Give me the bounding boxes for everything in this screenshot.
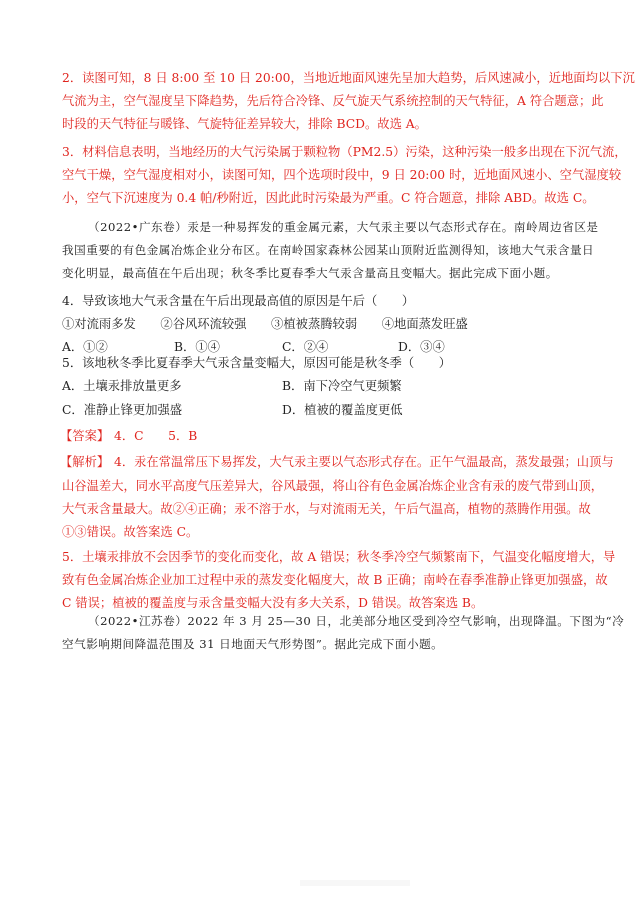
- q2-line-2: 气流为主，空气湿度呈下降趋势，先后符合冷锋、反气旋天气系统控制的天气特征，A 符合题意；此: [62, 94, 604, 108]
- analysis-q5-line-3: C 错误；植被的覆盖度与汞含量变幅大没有多大关系，D 错误。故答案选 B。: [62, 596, 484, 610]
- q2-explanation: [62, 67, 635, 136]
- q4-option-b[interactable]: B．①④: [174, 340, 220, 354]
- q5-option-a[interactable]: A．土壤汞排放量更多: [62, 379, 182, 393]
- analysis-line-2: 山谷温差大，同水平高度气压差异大，谷风最强，将山谷有色金属冶炼企业含有汞的废气带到山顶，: [62, 479, 604, 493]
- intro2-line-1: （2022•江苏卷）2022 年 3 月 25—30 日，北美部分地区受到冷空气影响，出现降温。下图为“冷: [88, 614, 625, 628]
- question-4: [62, 290, 580, 359]
- q4-option-c[interactable]: C．②④: [282, 340, 329, 354]
- analysis-q5-line-2: 致有色金属冶炼企业加工过程中汞的蒸发变化幅度大，故 B 正确；南岭在春季准静止锋更加强盛，故: [62, 573, 608, 587]
- answer-line: [62, 425, 580, 448]
- analysis-line-1: 4．汞在常温常压下易挥发，大气汞主要以气态形式存在。正午气温最高，蒸发最强；山顶与: [114, 455, 614, 469]
- q5-stem: 5．该地秋冬季比夏春季大气汞含量变幅大，原因可能是秋冬季（ ）: [62, 356, 452, 370]
- q3-line-1: 3．材料信息表明，当地经历的大气污染属于颗粒物（PM2.5）污染，这种污染一般多出现在下沉气流，: [62, 145, 627, 159]
- analysis-line-3: 大气汞含量最大。故②④正确；汞不溶于水，与对流雨无关，午后气温高，植物的蒸腾作用强。故: [62, 502, 591, 516]
- q4-option-d[interactable]: D．③④: [398, 340, 445, 354]
- q5-option-b[interactable]: B．南下冷空气更频繁: [282, 379, 402, 393]
- analysis-tag: 【解析】: [60, 455, 110, 469]
- intro-jiangsu: [62, 610, 625, 656]
- q3-line-3: 小，空气下沉速度为 0.4 帕/秒附近，因此此时污染最为严重。C 符合题意，排除 ABD。故选 C。: [62, 191, 595, 205]
- analysis-q5-line-1: 5．土壤汞排放不会因季节的变化而变化，故 A 错误；秋冬季冷空气频繁南下，气温变化幅度增大，导: [62, 550, 616, 564]
- intro1-line-3: 变化明显，最高值在午后出现；秋冬季比夏春季大气汞含量高且变幅大。据此完成下面小题。: [62, 266, 558, 280]
- analysis: [60, 451, 616, 615]
- answer-text: 4．C 5．B: [114, 429, 198, 443]
- analysis-line-4: ①③错误。故答案选 C。: [62, 525, 199, 539]
- q4-stem: 4．导致该地大气汞含量在午后出现最高值的原因是午后（ ）: [62, 294, 415, 308]
- q4-option-a[interactable]: A．①②: [62, 340, 108, 354]
- intro1-line-2: 我国重要的有色金属冶炼企业分布区。在南岭国家森林公园某山顶附近监测得知，该地大气汞含量日: [62, 243, 595, 257]
- footer-mark: [300, 880, 410, 886]
- q3-line-2: 空气干燥，空气湿度相对小，读图可知，四个选项时段中，9 日 20:00 时，近地面风速小、空气湿度较: [62, 168, 622, 182]
- question-5: [62, 352, 580, 423]
- analysis-first-line: [60, 451, 614, 475]
- intro-guangdong: [62, 216, 599, 285]
- q4-statements: ①对流雨多发 ②谷风环流较强 ③植被蒸腾较弱 ④地面蒸发旺盛: [62, 317, 468, 331]
- q3-explanation: [62, 141, 627, 210]
- q5-options-row-1: [62, 375, 580, 399]
- q5-options-row-2: [62, 399, 580, 423]
- q2-line-3: 时段的天气特征与暖锋、气旋特征差异较大，排除 BCD。故选 A。: [62, 117, 427, 131]
- q2-line-1: 2．读图可知，8 日 8:00 至 10 日 20:00，当地近地面风速先呈加大趋势，后风速减小，近地面均以下沉: [62, 71, 635, 85]
- q5-option-c[interactable]: C．准静止锋更加强盛: [62, 403, 183, 417]
- intro2-line-2: 空气影响期间降温范围及 31 日地面天气形势图”。据此完成下面小题。: [62, 637, 444, 651]
- q5-option-d[interactable]: D．植被的覆盖度更低: [282, 403, 403, 417]
- intro1-line-1: （2022•广东卷）汞是一种易挥发的重金属元素，大气汞主要以气态形式存在。南岭周边省区是: [88, 220, 599, 234]
- answer-tag: 【答案】: [60, 429, 110, 443]
